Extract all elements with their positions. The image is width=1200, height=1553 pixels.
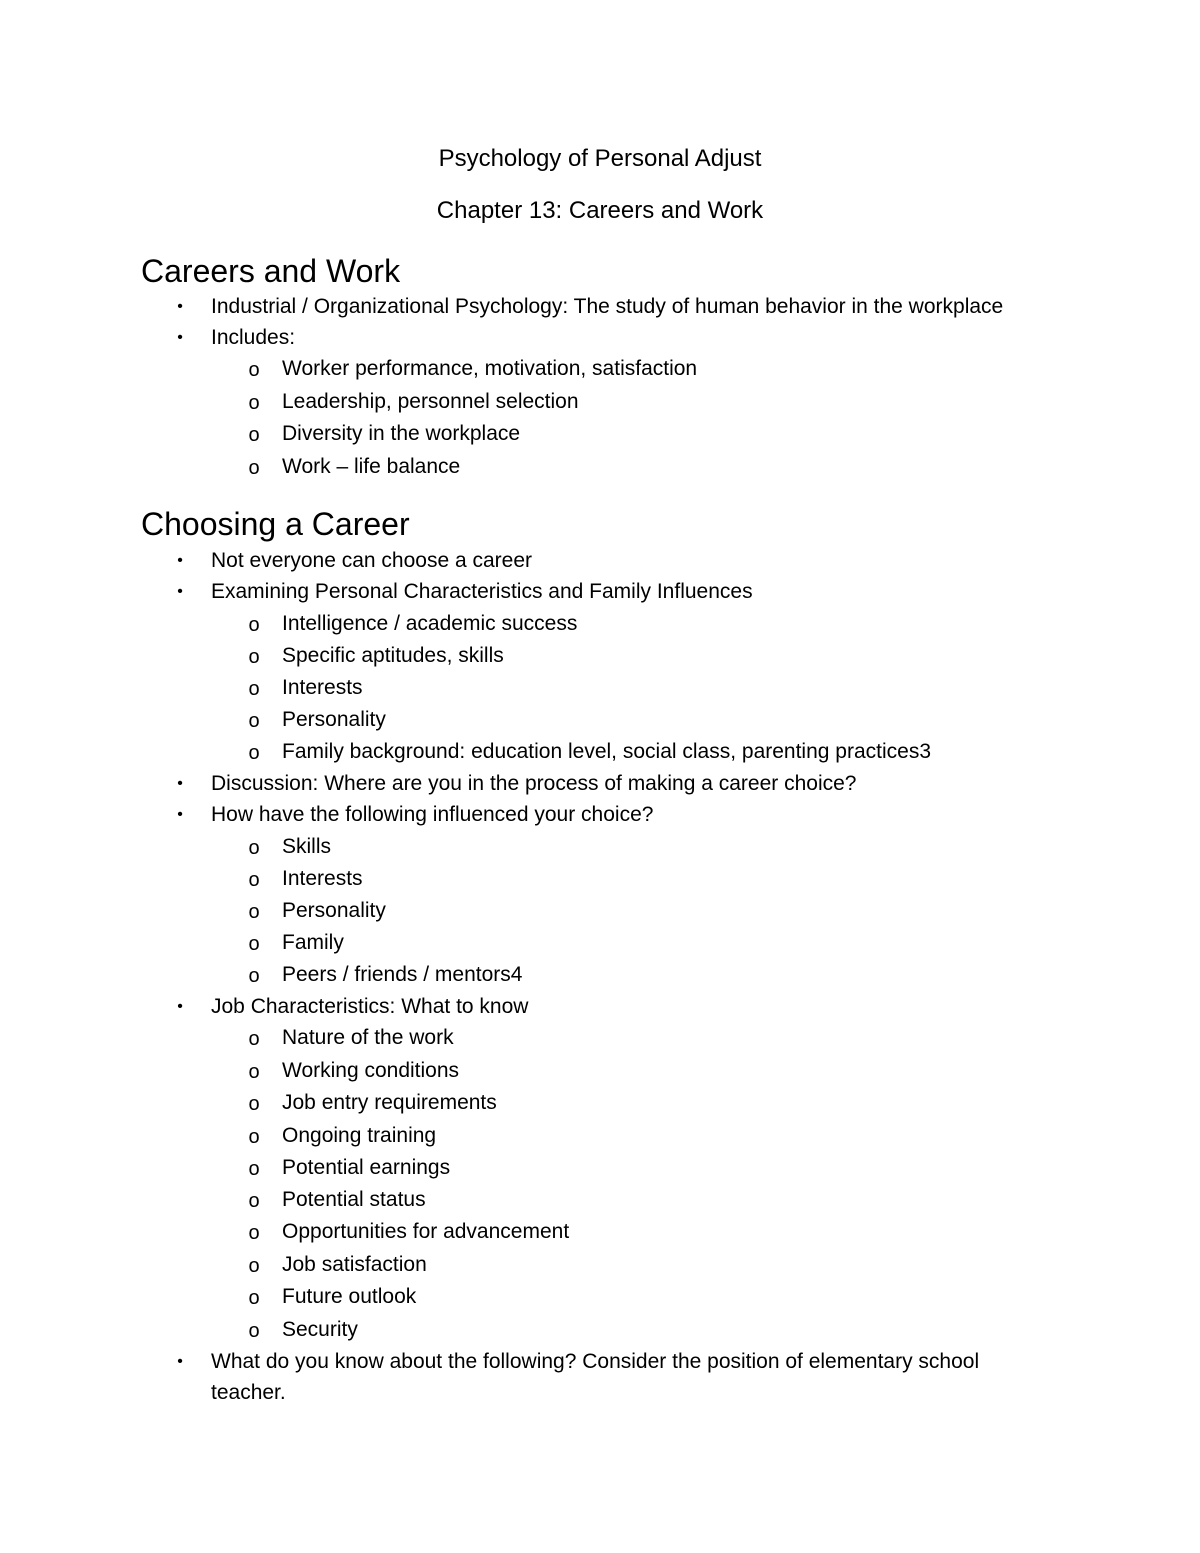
sub-list-item: Intelligence / academic success bbox=[282, 612, 578, 635]
sub-list-item: Skills bbox=[282, 835, 332, 858]
sub-list-item: Peers / friends / mentors4 bbox=[282, 963, 523, 986]
sub-list-item: Job satisfaction bbox=[282, 1253, 427, 1276]
sub-list-item: Diversity in the workplace bbox=[282, 422, 521, 445]
sub-bullet-marker: o bbox=[248, 1190, 260, 1212]
section-heading-careers-and-work: Careers and Work bbox=[141, 253, 401, 289]
chapter-title: Chapter 13: Careers and Work bbox=[436, 197, 764, 224]
list-item: Examining Personal Characteristics and Family Influences bbox=[211, 580, 753, 603]
sub-list-item: Ongoing training bbox=[282, 1124, 437, 1147]
sub-bullet-marker: o bbox=[248, 837, 260, 859]
sub-bullet-marker: o bbox=[248, 1126, 260, 1148]
sub-list-item: Potential earnings bbox=[282, 1156, 451, 1179]
bullet-marker: • bbox=[177, 329, 183, 346]
list-item: How have the following influenced your choice? bbox=[211, 803, 654, 826]
sub-bullet-marker: o bbox=[248, 901, 260, 923]
sub-bullet-marker: o bbox=[248, 1158, 260, 1180]
sub-bullet-marker: o bbox=[248, 359, 260, 381]
list-item: What do you know about the following? Consider the position of elementary school bbox=[211, 1350, 980, 1373]
sub-list-item: Working conditions bbox=[282, 1059, 460, 1082]
sub-bullet-marker: o bbox=[248, 457, 260, 479]
sub-bullet-marker: o bbox=[248, 1320, 260, 1342]
sub-bullet-marker: o bbox=[248, 392, 260, 414]
sub-bullet-marker: o bbox=[248, 678, 260, 700]
sub-bullet-marker: o bbox=[248, 1255, 260, 1277]
sub-bullet-marker: o bbox=[248, 1287, 260, 1309]
sub-list-item: Family bbox=[282, 931, 344, 954]
sub-list-item: Worker performance, motivation, satisfaction bbox=[282, 357, 698, 380]
list-item: Not everyone can choose a career bbox=[211, 549, 533, 572]
sub-list-item: Interests bbox=[282, 867, 363, 890]
sub-bullet-marker: o bbox=[248, 965, 260, 987]
bullet-marker: • bbox=[177, 775, 183, 792]
sub-list-item: Opportunities for advancement bbox=[282, 1220, 570, 1243]
list-item: Job Characteristics: What to know bbox=[211, 995, 529, 1018]
sub-bullet-marker: o bbox=[248, 1093, 260, 1115]
bullet-marker: • bbox=[177, 1353, 183, 1370]
bullet-marker: • bbox=[177, 998, 183, 1015]
sub-bullet-marker: o bbox=[248, 646, 260, 668]
bullet-marker: • bbox=[177, 583, 183, 600]
list-item: Includes: bbox=[211, 326, 296, 349]
sub-bullet-marker: o bbox=[248, 614, 260, 636]
sub-list-item: Future outlook bbox=[282, 1285, 417, 1308]
section-heading-choosing-a-career: Choosing a Career bbox=[141, 506, 410, 542]
sub-list-item: Nature of the work bbox=[282, 1026, 454, 1049]
list-item-continuation: teacher. bbox=[211, 1381, 286, 1404]
sub-bullet-marker: o bbox=[248, 933, 260, 955]
bullet-marker: • bbox=[177, 552, 183, 569]
list-item: Industrial / Organizational Psychology: The study of human behavior in the workplace bbox=[211, 295, 1004, 318]
sub-list-item: Work – life balance bbox=[282, 455, 461, 478]
sub-list-item: Job entry requirements bbox=[282, 1091, 497, 1114]
sub-bullet-marker: o bbox=[248, 742, 260, 764]
sub-bullet-marker: o bbox=[248, 1222, 260, 1244]
sub-list-item: Potential status bbox=[282, 1188, 426, 1211]
sub-list-item: Leadership, personnel selection bbox=[282, 390, 579, 413]
sub-list-item: Specific aptitudes, skills bbox=[282, 644, 504, 667]
sub-list-item: Interests bbox=[282, 676, 363, 699]
bullet-marker: • bbox=[177, 298, 183, 315]
sub-bullet-marker: o bbox=[248, 710, 260, 732]
list-item: Discussion: Where are you in the process of making a career choice? bbox=[211, 772, 857, 795]
sub-list-item: Personality bbox=[282, 708, 386, 731]
bullet-marker: • bbox=[177, 806, 183, 823]
course-title: Psychology of Personal Adjust bbox=[438, 145, 762, 172]
sub-list-item: Security bbox=[282, 1318, 358, 1341]
sub-list-item: Family background: education level, social class, parenting practices3 bbox=[282, 740, 932, 763]
sub-bullet-marker: o bbox=[248, 424, 260, 446]
sub-bullet-marker: o bbox=[248, 1061, 260, 1083]
sub-list-item: Personality bbox=[282, 899, 386, 922]
sub-bullet-marker: o bbox=[248, 1028, 260, 1050]
sub-bullet-marker: o bbox=[248, 869, 260, 891]
